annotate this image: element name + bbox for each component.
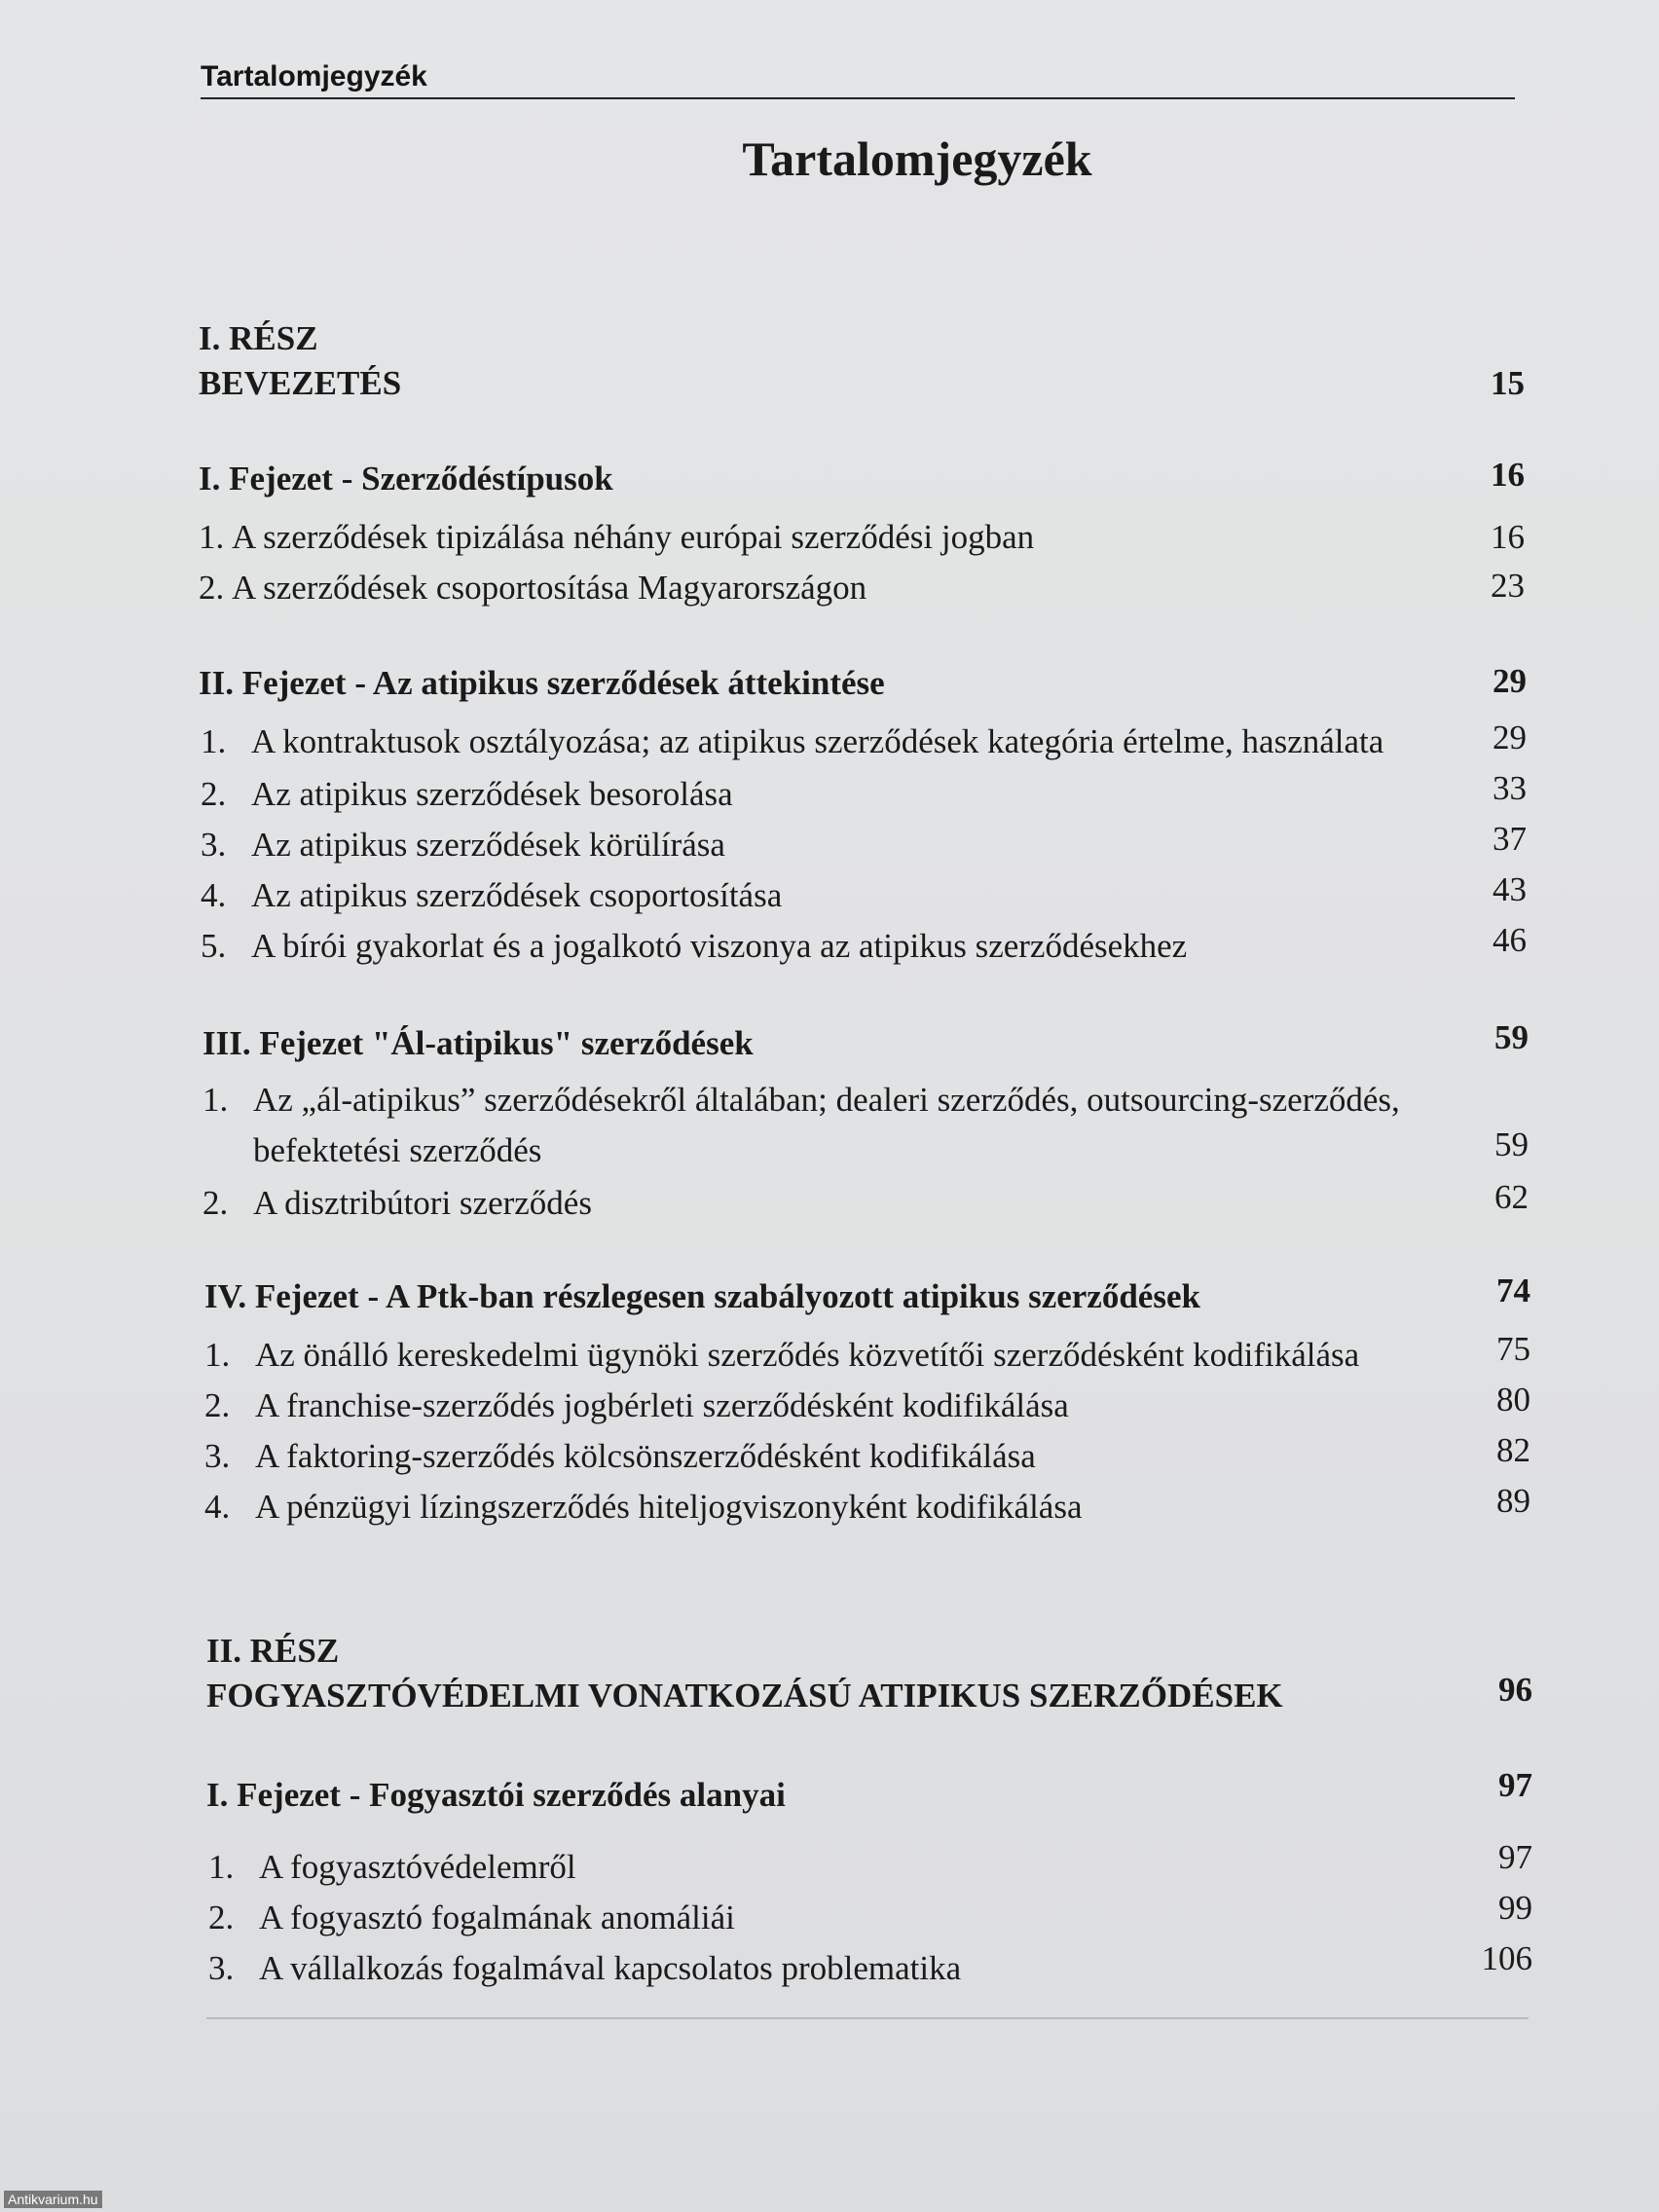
toc-page-number: 59 — [1494, 1018, 1529, 1056]
toc-page-number: 99 — [1498, 1889, 1532, 1927]
toc-page-number: 62 — [1494, 1178, 1529, 1216]
toc-page-number: 97 — [1498, 1838, 1532, 1876]
footnote-rule — [206, 2017, 1529, 2019]
toc-page-number: 82 — [1496, 1431, 1530, 1469]
toc-page-number: 89 — [1496, 1482, 1530, 1520]
site-watermark: Antikvarium.hu — [4, 2191, 102, 2208]
toc-page-number: 75 — [1496, 1330, 1530, 1368]
toc-page-number: 59 — [1494, 1125, 1529, 1163]
toc-page-number: 97 — [1498, 1766, 1532, 1804]
toc-page-number: 23 — [1491, 567, 1525, 605]
toc-page-number: 96 — [1498, 1671, 1532, 1709]
page-title: Tartalomjegyzék — [742, 131, 1092, 186]
toc-page-number: 106 — [1481, 1939, 1532, 1977]
toc-page-number: 16 — [1491, 518, 1525, 556]
running-head: Tartalomjegyzék — [201, 60, 427, 92]
toc-page-number: 43 — [1493, 870, 1527, 908]
toc-page-number: 80 — [1496, 1381, 1530, 1419]
toc-page-number: 46 — [1493, 921, 1527, 959]
toc-page-number: 16 — [1491, 456, 1525, 494]
toc-page-number: 37 — [1493, 820, 1527, 858]
toc-page-number: 29 — [1493, 719, 1527, 756]
toc-page-number: 29 — [1493, 662, 1527, 700]
table-of-contents: I. RÉSZ BEVEZETÉS 15 I. Fejezet - Szerződéstípusok 16 1. A szerződések tipizálása néhány európai szerződési jogban 16 2. A szerződések csoportosítása Magyarországon 23 II. Fejezet - Az atipikus szerződések áttekintése 29 1. A kontraktusok osztályozása; az atipikus szerződések kategória értelme, használata 29 2. Az atipikus szerződések besorolása 33 3. Az atipikus szerződések körülírása 37 4. Az atipikus szerződések csoportosítása 43 5. A bírói gyakorlat és a jogalkotó viszonya az atipikus szerződésekhez 46 III. Fejezet "Ál-atipikus" szerződések 59 1. Az „ál-atipikus” szerződésekről általában; dealeri szerződés, outsourcing-szerződés, befektetési szerződés 59 2. A disztribútori szerződés 62 IV. Fejezet - A Ptk-ban részlegesen szabályozott atipikus szerződések 74 1. Az önálló kereskedelmi ügynöki szerződés közvetítői szerződésként kodifikálása 75 2. A franchise-szerződés jogbérleti szerződésként kodifikálása 80 3. A faktoring-szerződés kölcsönszerződésként kodifikálása 82 4. A pénzügyi lízingszerződés hiteljogviszonyként kodifikálása 89 II. RÉSZ FOGYASZTÓVÉDELMI VONATKOZÁSÚ ATIPIKUS SZERZŐDÉSEK 96 I. Fejezet - Fogyasztói szerződés alanyai 97 1. A fogyasztóvédelemről 97 2. A fogyasztó fogalmának anomáliái 99 3. A vállalkozás fogalmával kapcsolatos problematika 106 — [199, 319, 1532, 1987]
toc-page-number: 15 — [1491, 364, 1525, 402]
toc-page-number: 33 — [1493, 769, 1527, 807]
toc-page-number: 74 — [1496, 1272, 1530, 1309]
